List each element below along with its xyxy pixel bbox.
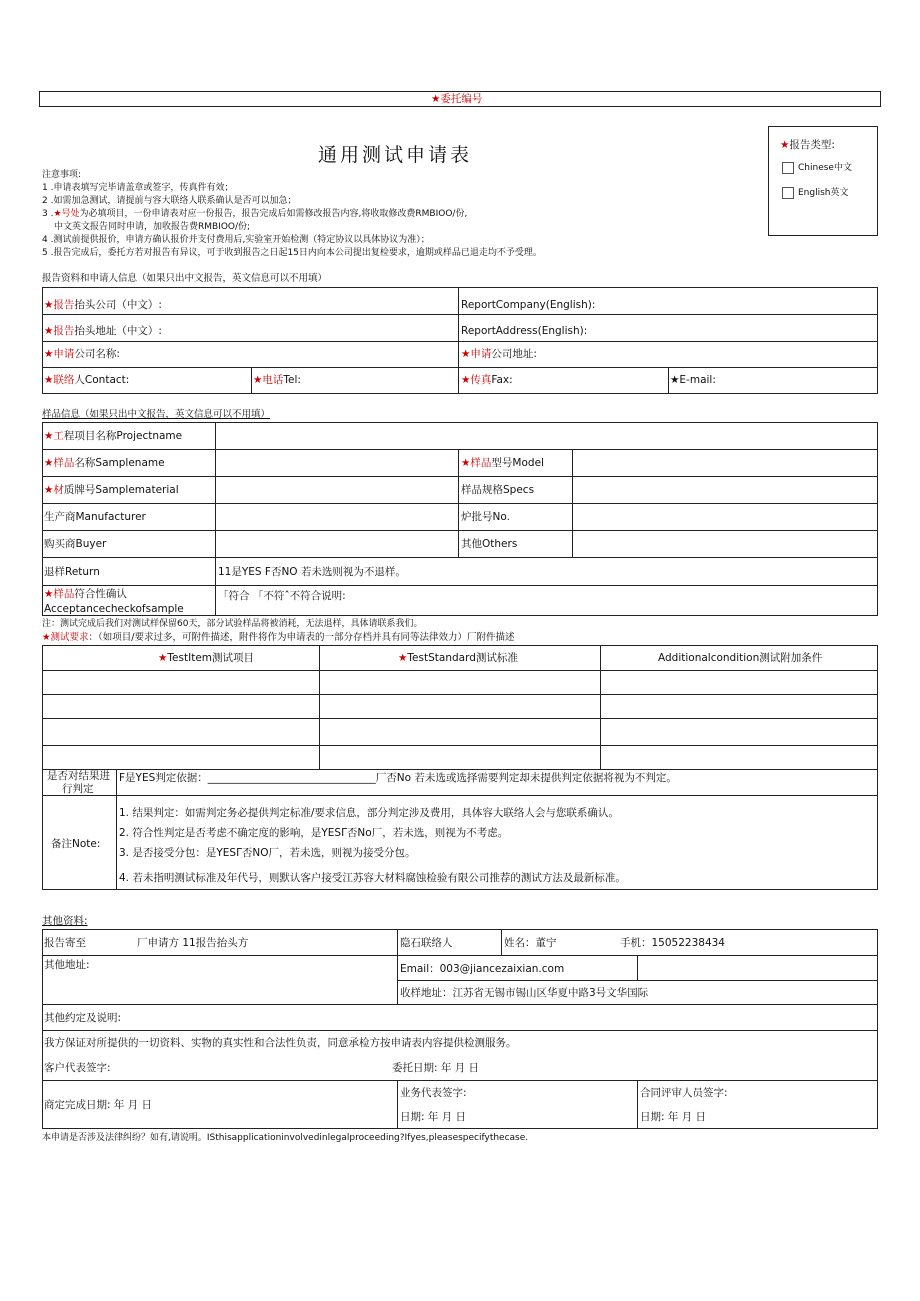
company-cn-field[interactable]: ★报告抬头公司（中文）: [44,299,162,311]
sales-date-field[interactable]: 日期: 年 月 日 [400,1111,467,1123]
sample-retention-note: 注：测试完成后我们对测试样保留60天，部分试验样品将被消耗，无法退样，具体请联系我们。 [42,619,423,629]
checkbox-icon [782,187,794,199]
judgement-label-2: 行判定 [62,783,94,795]
liaison-phone: 手机：15052238434 [620,937,725,949]
acceptance-label: ★样品符合性确认 [44,588,127,600]
sample-specs-label: 样品规格Specs [461,484,535,496]
others-label: 其他Others [461,538,518,550]
address-cn-field[interactable]: ★报告抬头地址（中文）: [44,325,162,337]
tel-field[interactable]: ★电话Tel: [253,374,301,386]
report-type-label: ★报告类型: [780,139,835,151]
batch-no-label: 炉批号No. [461,511,510,523]
sample-table [42,422,878,616]
col-additional-condition: Additionalcondition测试附加条件 [658,652,823,664]
sample-receiving-address: 收样地址：江苏省无锡市锡山区华夏中路3号文华国际 [400,987,649,999]
applicant-address-field[interactable]: ★申请公司地址: [461,348,537,360]
applicant-company-field[interactable]: ★申请公司名称: [44,348,120,360]
col-test-standard: ★TestStandard测试标准 [398,652,518,664]
test-requirements-heading: ★测试要求：（如项目/要求过多，可附件描述，附件将作为申请表的一部分存档并具有同等法律效力）厂附件描述 [42,632,515,643]
report-send-to-label: 报告寄至 [44,937,86,949]
sample-model-label: ★样品型号Model [461,457,544,469]
client-signature-field[interactable]: 客户代表签字: [44,1062,111,1074]
sales-signature-field[interactable]: 业务代表签字: [400,1087,467,1099]
note-2: 2 .如需加急测试，请提前与容大联络人联系确认是否可以加急； [42,196,297,206]
remarks-label: 备注Note: [51,838,101,850]
other-agreement-field[interactable]: 其他约定及说明: [44,1012,122,1024]
other-address-field[interactable]: 其他地址: [44,959,90,971]
guarantee-statement: 我方保证对所提供的一切资料、实物的真实性和合法性负责，同意承检方按申请表内容提供检测服务。 [44,1037,517,1049]
checkbox-icon [782,162,794,174]
report-type-chinese-checkbox[interactable]: Chinese中文 [782,161,852,175]
acceptance-label-en: Acceptancecheckofsample [44,603,184,615]
buyer-label: 购买商Buyer [44,538,107,550]
fax-field[interactable]: ★传真Fax: [461,374,513,386]
note-3b: 中文英文报告同时申请，加收报告费RMBIOO/份; [54,222,251,232]
notes-heading: 注意事项: [42,170,82,180]
report-type-english-checkbox[interactable]: English英文 [782,186,849,200]
liaison-email: Email：003@jiancezaixian.com [400,963,565,975]
commission-date-field[interactable]: 委托日期: 年 月 日 [392,1062,480,1074]
remark-4: 4. 若未指明测试标准及年代号，则默认客户接受江苏容大材料腐蚀检验有限公司推荐的测试方法及最新标准。 [119,872,626,884]
company-en-field[interactable]: ReportCompany(English): [461,299,596,311]
form-title: 通用测试申请表 [318,144,473,166]
col-test-item: ★TestItem测试项目 [158,652,255,664]
review-date-field[interactable]: 日期: 年 月 日 [640,1111,707,1123]
review-signature-field[interactable]: 合同评审人员签字: [640,1087,728,1099]
acceptance-options[interactable]: 「符合 「不符ˆ不符合说明: [218,590,346,602]
commission-number-label: ★委托编号 [431,93,483,105]
project-name-label: ★工程项目名称Projectname [44,430,183,442]
liaison-label: 隐石联络人 [400,937,453,949]
note-4: 4 .测试前提供报价，申请方确认报价并支付费用后,实验室开始检测（特定协议以具体协议为准）； [42,235,430,245]
judgement-options[interactable]: F是YES判定依据：________________________________厂否No 若未选或选择需要判定却未提供判定依据将视为不判定。 [119,772,677,784]
report-info-heading: 报告资料和申请人信息（如果只出中文报告，英文信息可以不用填） [42,273,328,284]
remark-2: 2. 符合性判定是否考虑不确定度的影响，是YESΓ否No厂，若未选，则视为不考虑。 [119,827,509,839]
remark-1: 1. 结果判定：如需判定务必提供判定标准/要求信息，部分判定涉及费用，具体容大联络人会与您联系确认。 [119,807,619,819]
judgement-label-1: 是否对结果进 [47,770,110,782]
note-5: 5 .报告完成后，委托方若对报告有异议，可于收到报告之日起15日内向本公司提出复检要求，逾期或样品已退走均不予受理。 [42,248,542,258]
sample-name-label: ★样品名称Samplename [44,457,165,469]
remark-3: 3. 是否接受分包：是YESΓ否NO厂，若未选，则视为接受分包。 [119,847,416,859]
return-options[interactable]: 11是YES F否NO 若未选则视为不退样。 [218,566,406,578]
return-label: 退样Return [44,566,100,578]
other-info-heading: 其他资料: [42,915,88,927]
note-3: 3 .★号处为必填项目，一份申请表对应一份报告，报告完成后如需修改报告内容,将收取修改费RMBIOO/份, [42,209,468,219]
agreed-completion-date[interactable]: 商定完成日期: 年 月 日 [44,1099,153,1111]
email-field[interactable]: ★E-mail: [670,374,716,386]
note-1: 1 .申请表填写完毕请盖章或签字，传真件有效； [42,183,234,193]
sample-material-label: ★材质牌号Samplematerial [44,484,179,496]
liaison-name: 姓名：董宁 [504,937,557,949]
address-en-field[interactable]: ReportAddress(English): [461,325,588,337]
contact-field[interactable]: ★联络人Contact: [44,374,130,386]
report-send-to-options[interactable]: 厂申请方 11报告抬头方 [137,937,249,949]
manufacturer-label: 生产商Manufacturer [44,511,146,523]
legal-question: 本申请是否涉及法律纠纷？如有,请说明。ISthisapplicationinvolvedinlegalproceeding?Ifyes,pleasespecifythecase. [42,1133,529,1143]
sample-heading: 样品信息（如果只出中文报告，英文信息可以不用填） [42,409,271,420]
